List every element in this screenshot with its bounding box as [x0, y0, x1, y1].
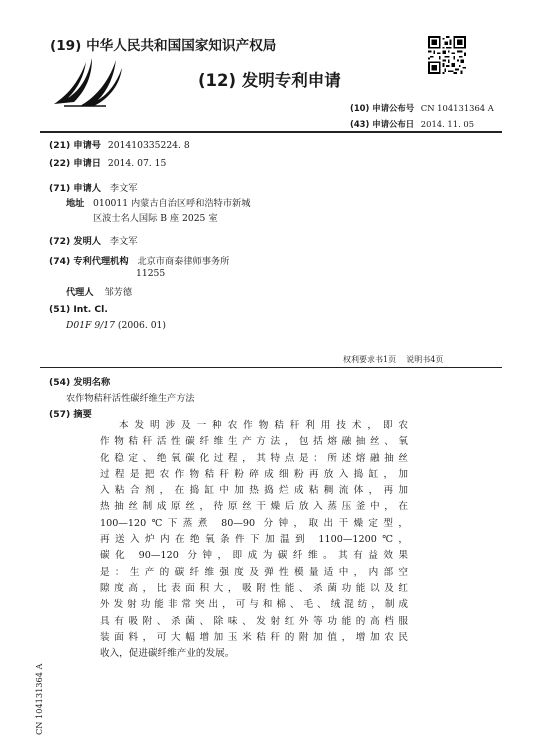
doc-type-heading: [198, 67, 341, 91]
filing-date-label: (22) 申请日: [49, 158, 101, 169]
publication-number: [350, 102, 494, 114]
applicant-value: 李文军: [109, 183, 138, 194]
abstract-line: 装面料，可大幅增加玉米秸秆的附加值，增加农民: [100, 631, 408, 643]
doc-type: 发明专利申请: [241, 71, 341, 90]
inventor-label: (72) 发明人: [49, 236, 101, 247]
abstract-line: 化稳定、绝氧碳化过程，其特点是：所述熔融抽丝: [100, 452, 408, 464]
agency-value: 北京市商泰律师事务所: [137, 256, 230, 267]
office-name: 中华人民共和国国家知识产权局: [86, 38, 277, 54]
invention-title: 农作物秸秆活性碳纤维生产方法: [66, 393, 195, 404]
abstract-line: 碳化 90—120 分钟，即成为碳纤维。其有益效果: [100, 550, 408, 562]
abstract-line: 100—120℃下蒸煮 80—90 分钟，取出干燥定型，: [100, 517, 408, 529]
abstract-line: 隙度高，比表面积大，吸附性能、杀菌功能以及红: [100, 582, 408, 594]
application-number-label: (21) 申请号: [49, 140, 101, 151]
publication-number-value: CN 104131364 A: [420, 103, 494, 113]
address-line-1: 010011 内蒙古自治区呼和浩特市新城: [93, 198, 251, 209]
abstract-line: 过程是把农作物秸秆粉碎成细粉再放入捣缸，加: [100, 468, 408, 480]
abstract-line: 热抽丝制成原丝，待原丝干燥后放入蒸压釜中，在: [100, 501, 408, 513]
publication-date: [350, 118, 474, 130]
agent: [66, 284, 132, 298]
doc-type-code: (12): [198, 71, 237, 90]
address-label: 地址: [66, 198, 85, 209]
publication-number-label: (10) 申请公布号: [350, 103, 415, 113]
application-number-value: 201410335224. 8: [107, 140, 190, 151]
office-code: (19): [50, 38, 82, 54]
abstract-label: (57) 摘要: [49, 409, 92, 420]
side-publication-code: CN 104131364 A: [34, 663, 44, 735]
intcl-value: D01F 9/17: [66, 320, 115, 331]
intcl-version: (2006. 01): [117, 320, 166, 331]
inventor: [49, 233, 137, 247]
intcl-label: (51) Int. Cl.: [49, 304, 108, 315]
agent-value: 邹芳德: [104, 287, 133, 298]
abstract-line: 作物秸秆活性碳纤维生产方法，包括熔融抽丝、氧: [100, 436, 408, 448]
pages-divider: [40, 367, 502, 368]
application-number: [49, 137, 190, 151]
office-heading: [50, 34, 276, 54]
publication-date-label: (43) 申请公布日: [350, 119, 415, 129]
filing-date: [49, 155, 166, 169]
agent-label: 代理人: [66, 287, 94, 298]
publication-date-value: 2014. 11. 05: [420, 119, 475, 129]
applicant-label: (71) 申请人: [49, 183, 101, 194]
sipo-emblem-icon: [50, 52, 128, 108]
qr-code-icon: [428, 36, 466, 74]
abstract-line: 入粘合剂，在捣缸中加热捣烂成粘稠流体，再加: [100, 485, 408, 497]
abstract-line: 收入，促进碳纤维产业的发展。: [100, 648, 235, 660]
agency: [49, 253, 229, 267]
abstract-line: 是：生产的碳纤维强度及弹性模量适中，内部空: [100, 566, 408, 578]
filing-date-value: 2014. 07. 15: [107, 158, 167, 169]
agency-label: (74) 专利代理机构: [49, 256, 129, 267]
abstract-line: 本发明涉及一种农作物秸秆利用技术，即农: [119, 420, 408, 431]
abstract-line: 再送入炉内在绝氧条件下加温到 1100—1200℃，: [100, 534, 408, 546]
abstract-line: 具有吸附、杀菌、除味、发射红外等功能的高档服: [100, 615, 408, 627]
intcl-entry: [66, 320, 166, 331]
title-label: (54) 发明名称: [49, 377, 111, 388]
pages-info: 权利要求书1页 说明书4页: [343, 355, 444, 364]
header-divider: [40, 131, 502, 133]
abstract-text: [100, 418, 408, 662]
applicant: [49, 180, 137, 194]
address-line-2: 区波士名人国际 B 座 2025 室: [93, 213, 218, 224]
inventor-value: 李文军: [109, 236, 138, 247]
agency-code: 11255: [136, 268, 166, 279]
abstract-line: 外发射功能非常突出，可与和棉、毛、绒混纺，制成: [100, 599, 408, 611]
